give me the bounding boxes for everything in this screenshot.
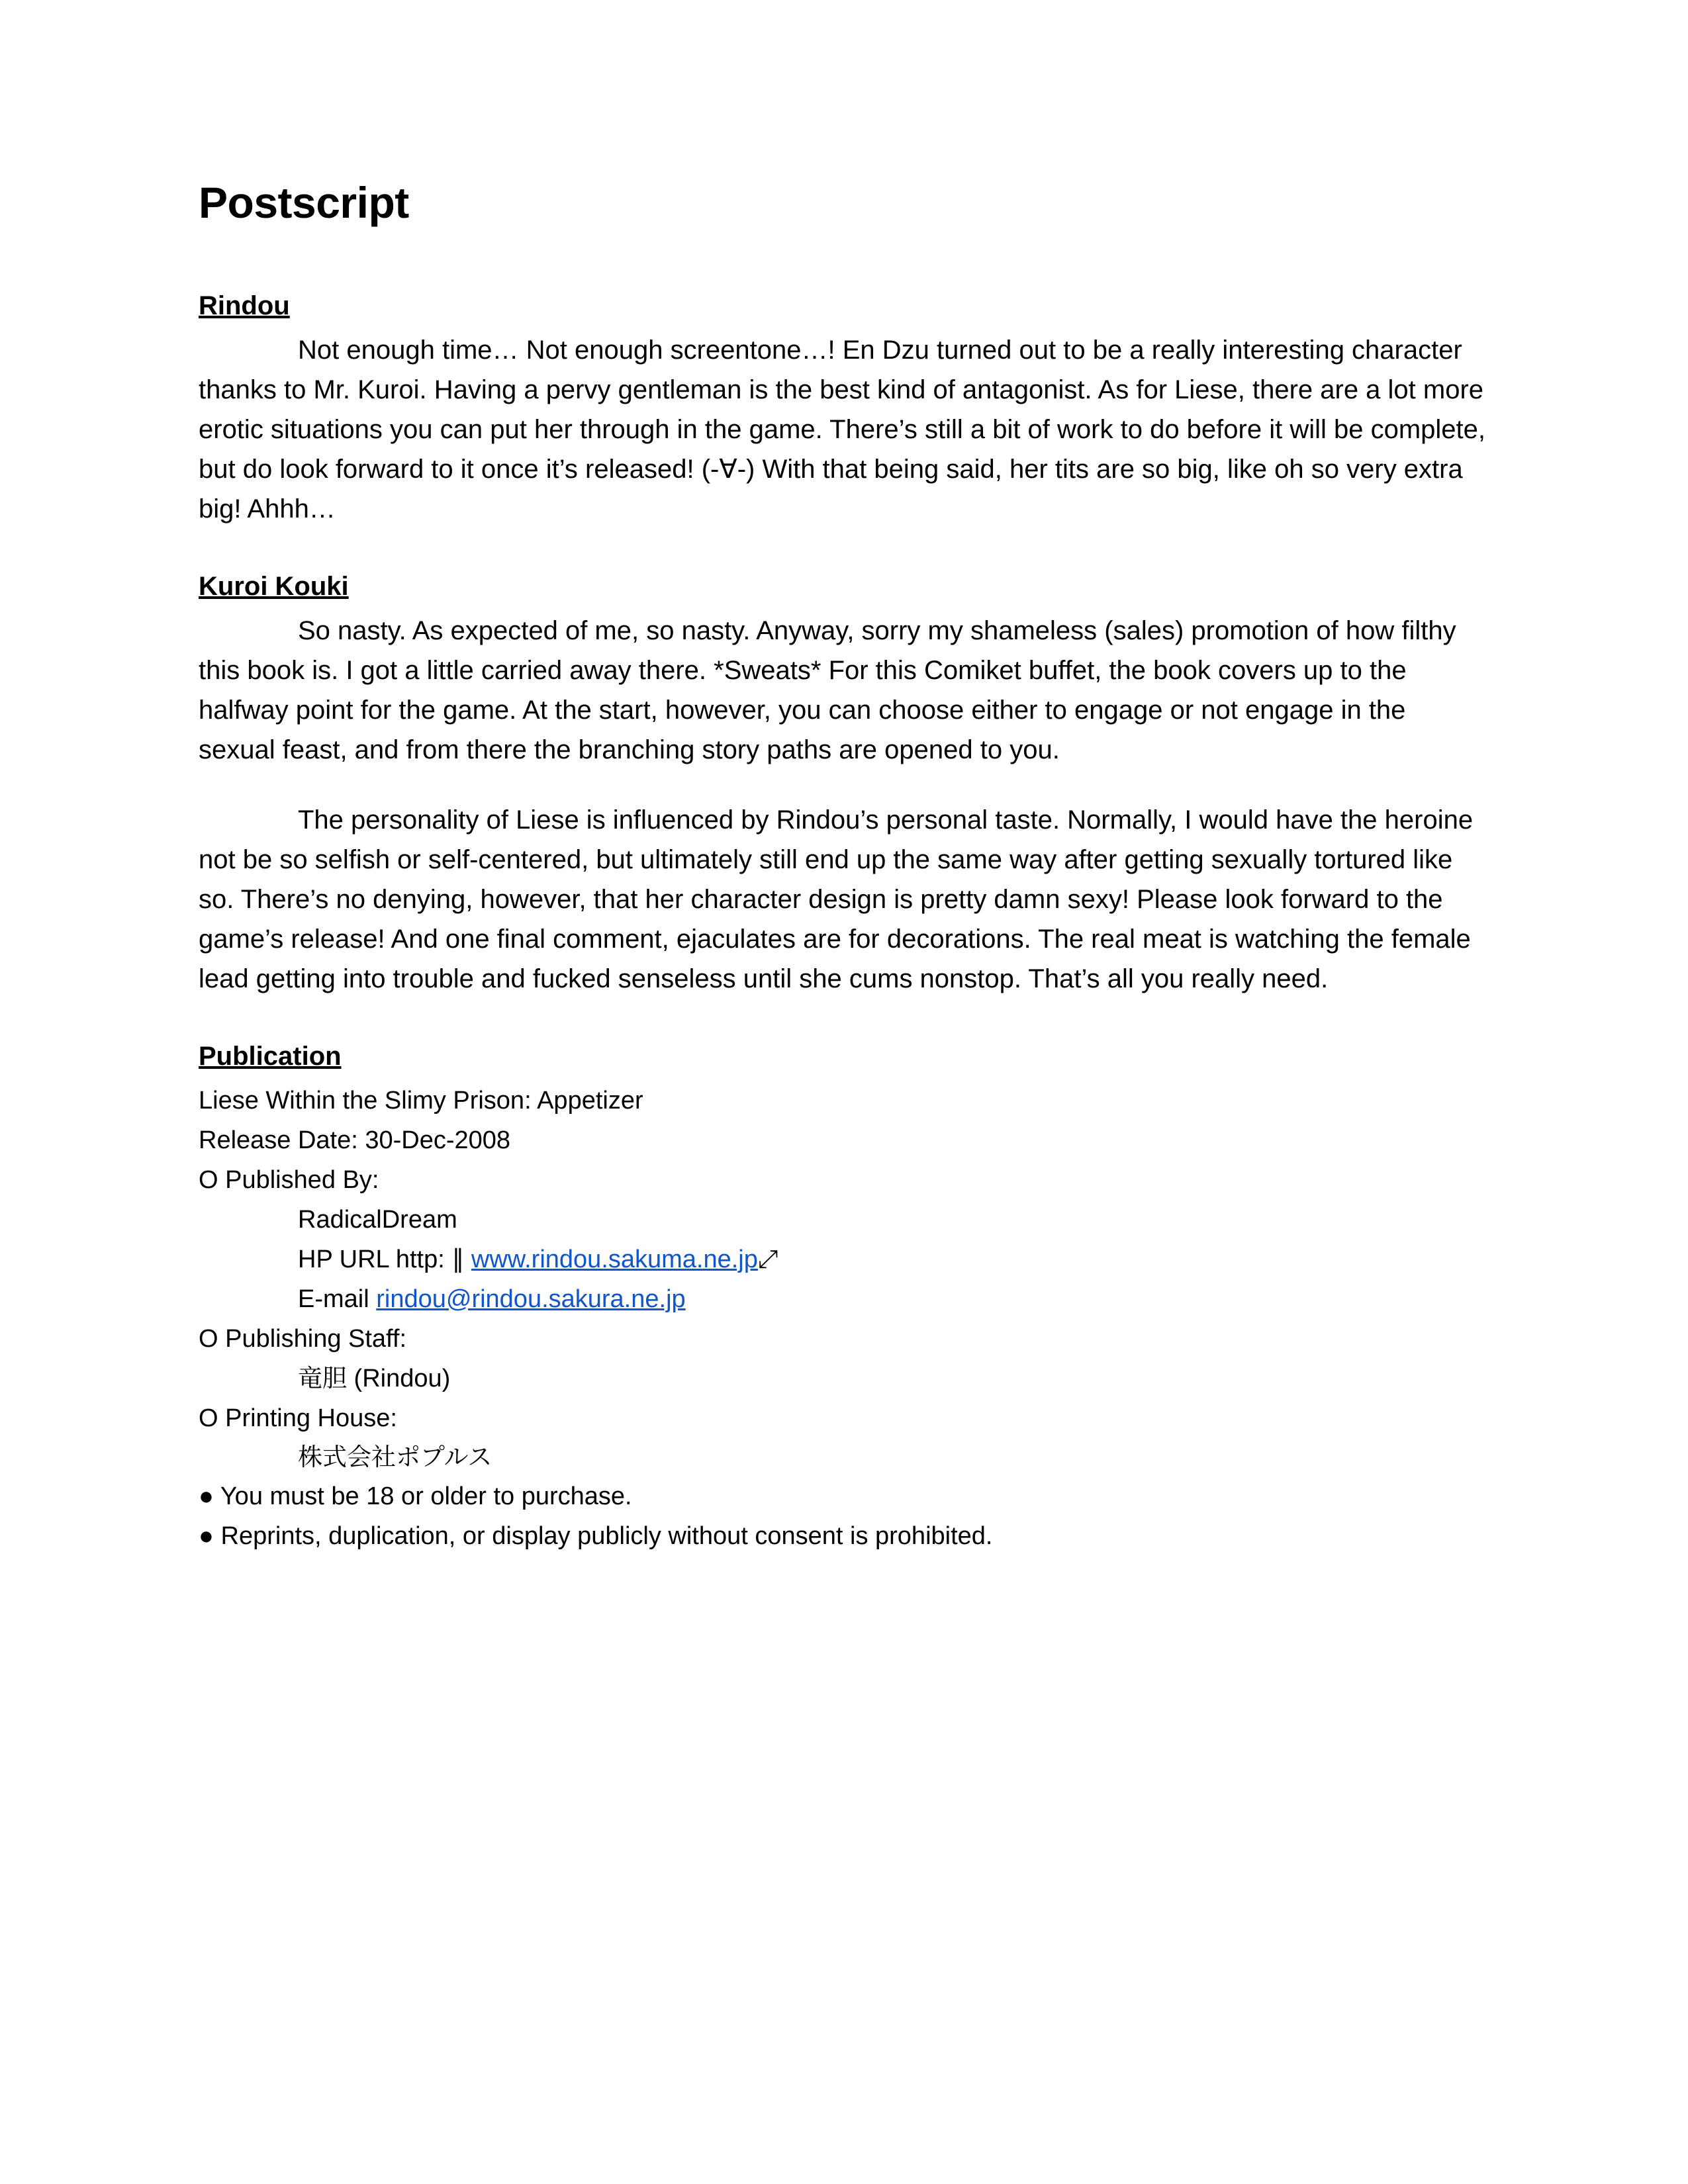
staff-name-japanese: 竜胆	[298, 1363, 347, 1392]
spacer	[199, 770, 1489, 800]
page-title: Postscript	[199, 178, 409, 227]
section-rindou-paragraph	[199, 330, 1489, 529]
publication-staff-label: O Publishing Staff:	[199, 1324, 407, 1353]
publication-publisher-name: RadicalDream	[298, 1205, 457, 1234]
notice-reprint-prohibition: ● Reprints, duplication, or display publicly without consent is prohibited.	[199, 1522, 993, 1551]
staff-name-romaji: (Rindou)	[347, 1364, 451, 1392]
section-rindou	[199, 287, 1489, 529]
paragraph-text: Not enough time… Not enough screentone…! En Dzu turned out to be a really interesting character thanks to Mr. Kuroi. Having a pervy gentleman is the best kind of antagonist. As for Liese, there are a lot more erotic situations you can put her through in the game. There’s still a bit of work to do before it will be complete, but do look forward to it once it’s released! (-∀-) With that being said, her tits are so big, like oh so very extra big! Ahhh…	[199, 335, 1486, 523]
hp-url-label: HP URL http: ∥	[298, 1245, 465, 1273]
spacer	[199, 529, 1489, 567]
publication-printing-house-label: O Printing House:	[199, 1404, 397, 1432]
publication-hp-url-row	[199, 1240, 1489, 1279]
section-heading-kuroi-kouki: Kuroi Kouki	[199, 571, 349, 601]
section-heading-rindou: Rindou	[199, 291, 290, 320]
section-kuroi-paragraph-2	[199, 800, 1489, 999]
publication-email-row	[199, 1279, 1489, 1319]
hp-url-link[interactable]: www.rindou.sakuma.ne.jp	[471, 1245, 758, 1273]
publication-published-by-label: O Published By:	[199, 1165, 379, 1194]
spacer	[199, 999, 1489, 1037]
section-publication	[199, 1037, 1489, 1557]
external-link-icon: ⤢	[757, 1245, 778, 1273]
publication-work-title: Liese Within the Slimy Prison: Appetizer	[199, 1086, 643, 1115]
email-link[interactable]: rindou@rindou.sakura.ne.jp	[376, 1285, 686, 1313]
publication-staff-name	[199, 1359, 1489, 1398]
paragraph-text: So nasty. As expected of me, so nasty. Anyway, sorry my shameless (sales) promotion of how filthy this book is. I got a little carried away there. *Sweats* For this Comiket buffet, the book covers up to the halfway point for the game. At the start, however, you can choose either to engage or not engage in the sexual feast, and from there the branching story paths are opened to you.	[199, 615, 1456, 764]
section-kuroi-kouki	[199, 567, 1489, 999]
section-heading-publication: Publication	[199, 1041, 342, 1071]
email-label: E-mail	[298, 1285, 377, 1313]
notice-age-restriction: ● You must be 18 or older to purchase.	[199, 1482, 632, 1511]
publication-release-date: Release Date: 30-Dec-2008	[199, 1126, 511, 1154]
paragraph-text: The personality of Liese is influenced by Rindou’s personal taste. Normally, I would have the heroine not be so selfish or self-centered, but ultimately still end up the same way after getting sexually tortured like so. There’s no denying, however, that her character design is pretty damn sexy! Please look forward to the game’s release! And one final comment, ejaculates are for decorations. The real meat is watching the female lead getting into trouble and fucked senseless until she cums nonstop. That’s all you really need.	[199, 805, 1474, 993]
publication-printing-house-name: 株式会社ポプルス	[298, 1442, 492, 1471]
section-kuroi-paragraph-1	[199, 611, 1489, 770]
